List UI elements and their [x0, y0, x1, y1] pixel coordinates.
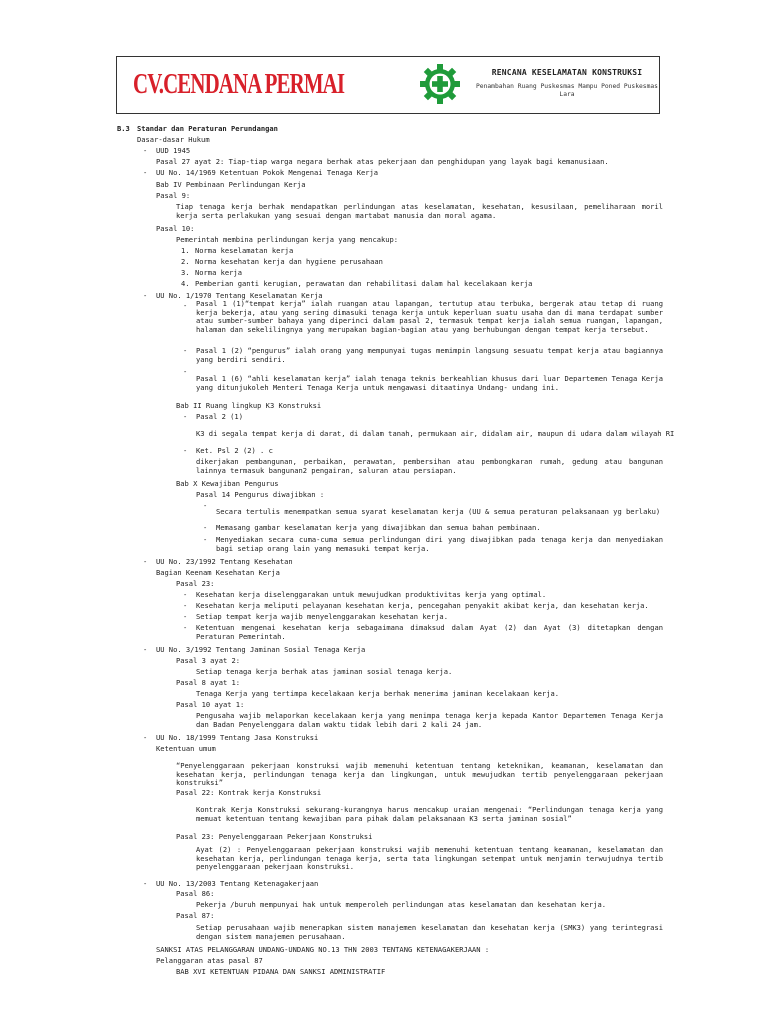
dash-marker: -	[203, 523, 208, 532]
uu1-pasal-1-2: Pasal 1 (2) “pengurus” ialah orang yang mempunyai tugas memimpin langsung sesuatu tempat kerja atau bagiannya yang berdiri sendiri.	[196, 346, 663, 364]
law-uud-1945: UUD 1945	[156, 146, 191, 155]
dash-marker: -	[183, 601, 188, 610]
law-uu-1-1970: UU No. 1/1970 Tentang Keselamatan Kerja	[156, 291, 323, 300]
pasal-10-ayat-1-text: Pengusaha wajib melaporkan kecelakaan kerja yang menimpa tenaga kerja kepada Kantor Departemen Tenaga Kerja dan Badan Penyelenggara dalam waktu tidak lebih dari 2 kali 24 jam.	[196, 711, 663, 729]
pasal-22-label: Pasal 22: Kontrak kerja Konstruksi	[176, 788, 322, 797]
company-logo-text: CV.CENDANA PERMAI	[133, 68, 345, 100]
sanksi-heading: SANKSI ATAS PELANGGARAN UNDANG-UNDANG NO.13 THN 2003 TENTANG KETENAGAKERJAAN :	[156, 945, 490, 954]
document-title: RENCANA KESELAMATAN KONSTRUKSI	[491, 68, 643, 77]
pasal-8-ayat-1-text: Tenaga Kerja yang tertimpa kecelakaan kerja berhak menerima jaminan kecelakaan kerja.	[196, 689, 560, 698]
list-item: Norma keselamatan kerja	[195, 246, 294, 255]
pasal-14-item: Memasang gambar keselamatan kerja yang diwajibkan dan semua bahan pembinaan.	[216, 523, 541, 532]
dash-marker: -	[183, 346, 188, 355]
heading-dasar-hukum: Dasar-dasar Hukum	[137, 135, 210, 144]
bab-x: Bab X Kewajiban Pengurus	[176, 479, 279, 488]
dash-marker: -	[183, 623, 188, 632]
dash-marker: -	[143, 557, 148, 566]
list-item: Pemberian ganti kerugian, perawatan dan rehabilitasi dalam hal kecelakaan kerja	[195, 279, 533, 288]
dash-marker: -	[183, 412, 188, 421]
pasal-14-item: Menyediakan secara cuma-cuma semua perlindungan diri yang diwajibkan pada tenaga kerja dan menyediakan bagi setiap orang lain yang memasuki tempat kerja.	[216, 535, 663, 553]
pasal-23-item: Ketentuan mengenai kesehatan kerja sebagaimana dimaksud dalam Ayat (2) dan Ayat (3) ditetapkan dengan Peraturan Pemerintah.	[196, 623, 663, 641]
pasal-14-item: Secara tertulis menempatkan semua syarat keselamatan kerja (UU & semua peraturan pelaksanaan yg berlaku)	[216, 507, 661, 516]
bab-xvi: BAB XVI KETENTUAN PIDANA DAN SANKSI ADMINISTRATIF	[176, 967, 386, 976]
uud-pasal-27: Pasal 27 ayat 2: Tiap-tiap warga negara berhak atas pekerjaan dan penghidupan yang layak bagi kemanusiaan.	[156, 157, 609, 166]
law-uu-13-2003: UU No. 13/2003 Tentang Ketenagakerjaan	[156, 879, 319, 888]
uu1-pasal-1-1: Pasal 1 (1)“tempat kerja” ialah ruangan atau lapangan, tertutup atau terbuka, bergerak atau tetap di ruang kerja bekerja, atau yang sering dimasuki tenaga kerja untuk keperluan suatu usaha dan di mana terdapat sumber atau sumber-sumber bahaya yang diperinci dalam pasal 2, termasuk tempat kerja ialah semua ruangan, lapangan, halaman dan sekelilingnya yang merupakan bagian-bagian atau yang berhubungan dengan tempat kerja tersebut.	[196, 299, 663, 334]
list-number: 3.	[181, 268, 190, 277]
green-cross-gear-icon	[417, 61, 463, 107]
dash-marker: -	[183, 367, 188, 376]
list-number: 4.	[181, 279, 190, 288]
dash-marker: -	[183, 446, 188, 455]
pasal-23-item: Kesehatan kerja diselenggarakan untuk mewujudkan produktivitas kerja yang optimal.	[196, 590, 547, 599]
law-uu-18-1999: UU No. 18/1999 Tentang Jasa Konstruksi	[156, 733, 319, 742]
pasal-23-penyelenggaraan-text: Ayat (2) : Penyelenggaraan pekerjaan konstruksi wajib memenuhi ketentuan tentang keamanan, keselamatan dan kesehatan kerja, perlindungan tenaga kerja, serta tata lingkungan setempat untuk menjamin terwujudnya tertib penyelenggaraan pekerjaan konstruksi.	[196, 845, 663, 872]
pasal-87-text: Setiap perusahaan wajib menerapkan sistem manajemen keselamatan dan kesehatan kerja (SMK3) yang terintegrasi dengan sistem manajemen perusahaan.	[196, 923, 663, 941]
list-item: Norma kesehatan kerja dan hygiene perusahaan	[195, 257, 383, 266]
uu1-pasal-1-6: Pasal 1 (6) “ahli keselamatan kerja” ialah tenaga teknis berkeahlian khusus dari luar Departemen Tenaga Kerja yang ditunjukoleh Menteri Tenaga Kerja untuk mengawasi ditaatinya Undang- undang ini.	[196, 374, 663, 392]
project-name: Penambahan Ruang Puskesmas Mampu Poned Puskesmas Lara	[476, 83, 658, 98]
dash-marker: -	[143, 645, 148, 654]
ketentuan-umum-text: “Penyelenggaraan pekerjaan konstruksi wajib memenuhi ketentuan tentang keteknikan, keamanan, keselamatan dan kesehatan kerja, perlindungan tenaga kerja dan lingkungan, untuk mewujudkan tertib penyelenggaraan pekerjaan konstruksi”	[176, 761, 663, 788]
pasal-3-ayat-2-text: Setiap tenaga kerja berhak atas jaminan sosial tenaga kerja.	[196, 667, 453, 676]
law-uu-23-1992: UU No. 23/1992 Tentang Kesehatan	[156, 557, 293, 566]
pelanggaran-pasal-87: Pelanggaran atas pasal 87	[156, 956, 263, 965]
dash-marker: -	[143, 291, 148, 300]
bab-iv: Bab IV Pembinaan Perlindungan Kerja	[156, 180, 306, 189]
dash-marker: -	[143, 168, 148, 177]
pasal-23-label: Pasal 23:	[176, 579, 215, 588]
document-header	[116, 56, 660, 114]
pasal-8-ayat-1-label: Pasal 8 ayat 1:	[176, 678, 241, 687]
dash-marker: -	[183, 301, 188, 310]
pasal-22-text: Kontrak Kerja Konstruksi sekurang-kurangnya harus mencakup uraian mengenai: “Perlindungan tenaga kerja yang memuat ketentuan tentang kewajiban para pihak dalam pelaksanaan K3 serta jaminan sosial”	[196, 805, 663, 823]
ket-pasal-2: Ket. Psl 2 (2) . c	[196, 446, 273, 455]
bab-ii: Bab II Ruang lingkup K3 Konstruksi	[176, 401, 322, 410]
dash-marker: -	[143, 733, 148, 742]
pasal-87-label: Pasal 87:	[176, 911, 215, 920]
pasal-23-item: Setiap tempat kerja wajib menyelenggarakan kesehatan kerja.	[196, 612, 448, 621]
pasal-2-text: K3 di segala tempat kerja di darat, di dalam tanah, permukaan air, didalam air, maupun di udara dalam wilayah RI	[196, 429, 675, 438]
pasal-86-text: Pekerja /buruh mempunyai hak untuk memperoleh perlindungan atas keselamatan dan kesehatan kerja.	[196, 900, 606, 909]
list-number: 1.	[181, 246, 190, 255]
list-number: 2.	[181, 257, 190, 266]
pasal-10-label: Pasal 10:	[156, 224, 195, 233]
pasal-10-text: Pemerintah membina perlindungan kerja yang mencakup:	[176, 235, 399, 244]
dash-marker: -	[203, 535, 208, 544]
ketentuan-umum: Ketentuan umum	[156, 744, 216, 753]
pasal-10-ayat-1-label: Pasal 10 ayat 1:	[176, 700, 245, 709]
law-uu-3-1992: UU No. 3/1992 Tentang Jaminan Sosial Tenaga Kerja	[156, 645, 366, 654]
pasal-3-ayat-2-label: Pasal 3 ayat 2:	[176, 656, 241, 665]
pasal-9-text: Tiap tenaga kerja berhak mendapatkan perlindungan atas keselamatan, kesehatan, kesusilaan, pemeliharaan moril kerja serta perlakukan yang sesuai dengan martabat manusia dan moral agama.	[176, 202, 663, 220]
dash-marker: -	[143, 879, 148, 888]
pasal-9-label: Pasal 9:	[156, 191, 191, 200]
ket-pasal-2-text: dikerjakan pembangunan, perbaikan, perawatan, pembersihan atau pembongkaran rumah, gedung atau bangunan lainnya termasuk bangunan2 pengairan, saluran atau persiapan.	[196, 457, 663, 475]
dash-marker: -	[143, 146, 148, 155]
pasal-23-item: Kesehatan kerja meliputi pelayanan kesehatan kerja, pencegahan penyakit akibat kerja, dan kesehatan kerja.	[196, 601, 649, 610]
section-title: Standar dan Peraturan Perundangan	[137, 124, 278, 133]
law-uu-14-1969: UU No. 14/1969 Ketentuan Pokok Mengenai Tenaga Kerja	[156, 168, 379, 177]
dash-marker: -	[203, 501, 208, 510]
pasal-2-label: Pasal 2 (1)	[196, 412, 243, 421]
dash-marker: -	[183, 612, 188, 621]
bagian-keenam: Bagian Keenam Kesehatan Kerja	[156, 568, 280, 577]
list-item: Norma kerja	[195, 268, 242, 277]
pasal-23-penyelenggaraan-label: Pasal 23: Penyelenggaraan Pekerjaan Konstruksi	[176, 832, 373, 841]
section-number: B.3	[117, 124, 130, 133]
pasal-14-label: Pasal 14 Pengurus diwajibkan :	[196, 490, 325, 499]
pasal-86-label: Pasal 86:	[176, 889, 215, 898]
dash-marker: -	[183, 590, 188, 599]
